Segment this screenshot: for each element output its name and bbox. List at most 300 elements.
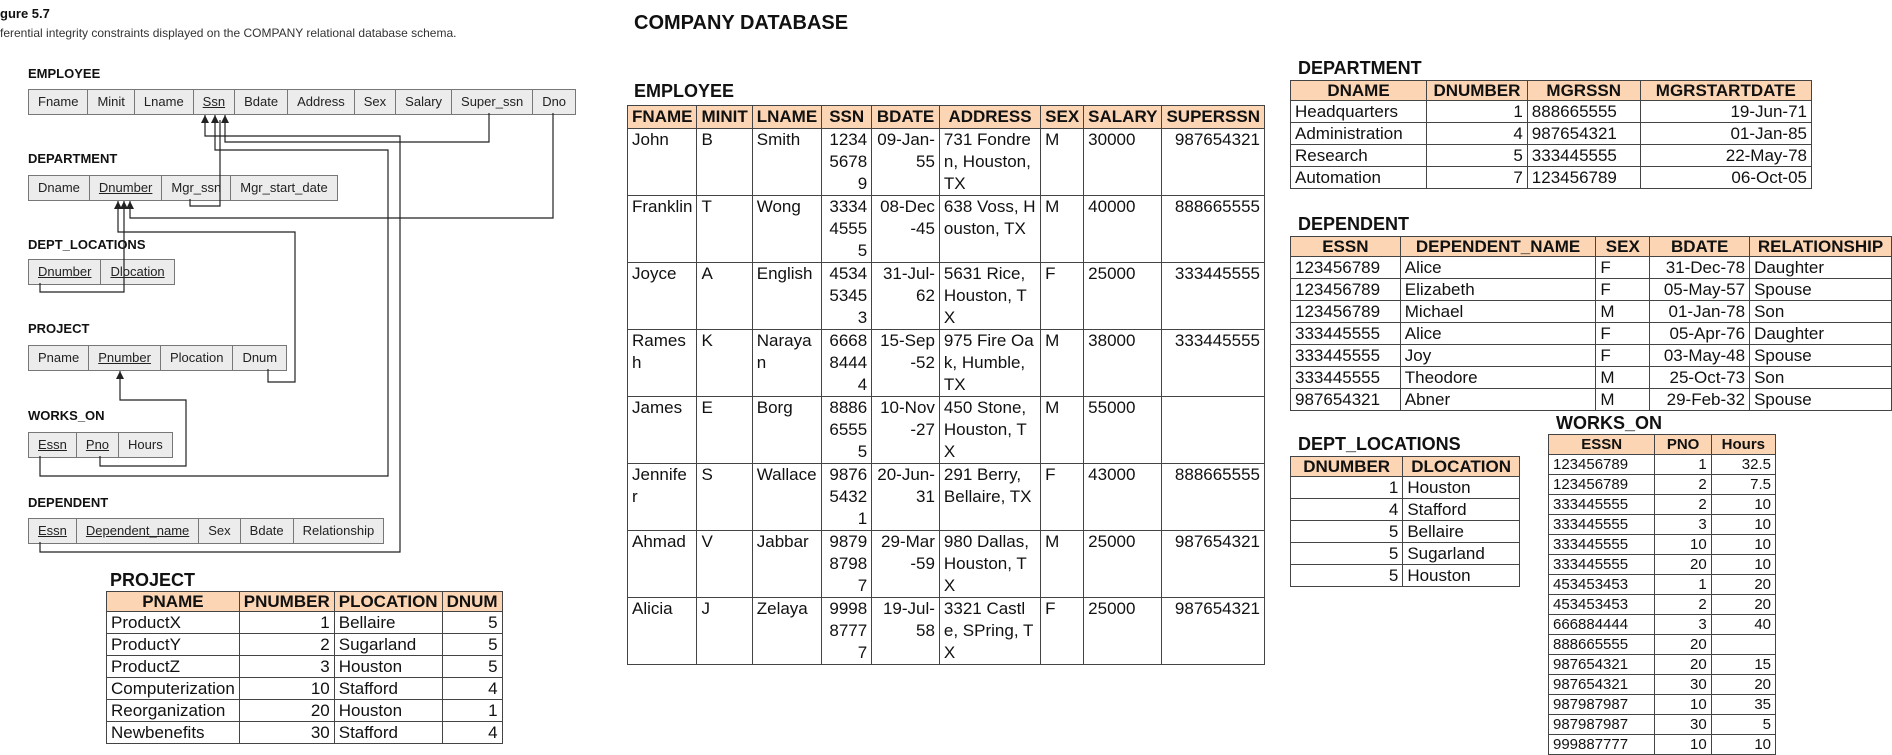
column-header: PLOCATION <box>334 592 442 612</box>
schema-project-attr: Plocation <box>161 346 233 370</box>
table-cell: 1 <box>1427 101 1528 123</box>
table-cell: 5 <box>442 612 502 634</box>
table-cell: 999887777 <box>1549 735 1655 755</box>
table-row <box>1291 167 1812 189</box>
table-cell: 10 <box>1655 735 1711 755</box>
schema-department-label: DEPARTMENT <box>28 151 118 166</box>
table-cell: Jabbar <box>752 531 821 598</box>
column-header: PNUMBER <box>239 592 334 612</box>
column-header: DLOCATION <box>1403 457 1520 477</box>
schema-department-attr: Dnumber <box>90 176 162 200</box>
table-cell: 666884444 <box>822 330 872 397</box>
column-header: DNUM <box>442 592 502 612</box>
column-header: PNAME <box>107 592 240 612</box>
table-cell: 5 <box>1291 565 1403 587</box>
table-cell: Automation <box>1291 167 1427 189</box>
table-cell: John <box>628 129 697 196</box>
column-header: FNAME <box>628 106 697 129</box>
table-cell: 5 <box>442 656 502 678</box>
table-cell: 3 <box>1655 515 1711 535</box>
table-cell: 25000 <box>1084 263 1162 330</box>
table-cell: Houston <box>1403 565 1520 587</box>
schema-project-label: PROJECT <box>28 321 90 336</box>
department-table-title: DEPARTMENT <box>1298 58 1422 78</box>
table-cell: M <box>1041 196 1084 263</box>
table-row <box>1291 323 1892 345</box>
table-cell: 7.5 <box>1711 475 1775 495</box>
table-cell: Son <box>1750 301 1892 323</box>
column-header: MGRSTARTDATE <box>1640 81 1811 101</box>
table-cell: Joy <box>1400 345 1596 367</box>
table-cell: 08-Dec-45 <box>872 196 940 263</box>
table-row <box>107 656 503 678</box>
table-cell: 20 <box>1711 675 1775 695</box>
table-row <box>1549 595 1776 615</box>
table-cell: M <box>1041 129 1084 196</box>
table-cell: F <box>1041 464 1084 531</box>
table-row <box>628 598 1265 665</box>
table-cell: 987654321 <box>1162 598 1265 665</box>
table-cell: T <box>697 196 752 263</box>
table-cell: F <box>1596 323 1650 345</box>
table-cell: 987987987 <box>822 531 872 598</box>
schema-dept-locations-label: DEPT_LOCATIONS <box>28 237 146 252</box>
table-row <box>1549 535 1776 555</box>
schema-employee-attr: Minit <box>88 90 134 114</box>
schema-dependent-label: DEPENDENT <box>28 495 109 510</box>
column-header: DNUMBER <box>1291 457 1403 477</box>
table-cell: Wong <box>752 196 821 263</box>
table-cell: F <box>1596 257 1650 279</box>
table-cell: 333445555 <box>1291 367 1401 389</box>
schema-employee-attr: Sex <box>355 90 396 114</box>
table-cell <box>1711 635 1775 655</box>
table-cell: 333445555 <box>1291 345 1401 367</box>
table-cell: 5 <box>1291 521 1403 543</box>
table-cell: 333445555 <box>1527 145 1640 167</box>
table-cell: Abner <box>1400 389 1596 411</box>
table-cell: 123456789 <box>1549 455 1655 475</box>
table-cell: Franklin <box>628 196 697 263</box>
table-cell: 30 <box>1655 715 1711 735</box>
table-cell: 01-Jan-85 <box>1640 123 1811 145</box>
table-cell: 22-May-78 <box>1640 145 1811 167</box>
table-cell: 35 <box>1711 695 1775 715</box>
table-cell: Stafford <box>334 678 442 700</box>
schema-employee-attr: Ssn <box>194 90 235 114</box>
table-cell: 980 Dallas, Houston, TX <box>939 531 1040 598</box>
table-cell: Alice <box>1400 257 1596 279</box>
table-cell: 10 <box>1711 495 1775 515</box>
table-cell: 10 <box>1711 535 1775 555</box>
table-cell: 453453453 <box>1549 575 1655 595</box>
table-cell: 999887777 <box>822 598 872 665</box>
table-row <box>1549 455 1776 475</box>
schema-employee-attr: Lname <box>135 90 194 114</box>
table-cell: Joyce <box>628 263 697 330</box>
table-cell: S <box>697 464 752 531</box>
table-cell: Daughter <box>1750 257 1892 279</box>
table-cell: Newbenefits <box>107 722 240 744</box>
table-cell: 731 Fondren, Houston, TX <box>939 129 1040 196</box>
table-cell: Daughter <box>1750 323 1892 345</box>
dept-locations-table-title: DEPT_LOCATIONS <box>1298 434 1461 454</box>
schema-works-on-relation <box>28 432 173 458</box>
table-cell: 123456789 <box>1291 279 1401 301</box>
column-header: DNUMBER <box>1427 81 1528 101</box>
table-cell: 4 <box>1427 123 1528 145</box>
table-cell: F <box>1596 279 1650 301</box>
table-cell: Ramesh <box>628 330 697 397</box>
table-cell: 09-Jan-55 <box>872 129 940 196</box>
table-cell: 123456789 <box>1549 475 1655 495</box>
table-cell: 333445555 <box>1162 330 1265 397</box>
column-header: MINIT <box>697 106 752 129</box>
dependent-table <box>1290 236 1892 411</box>
table-cell: 1 <box>1655 575 1711 595</box>
table-cell: K <box>697 330 752 397</box>
table-cell: 30000 <box>1084 129 1162 196</box>
table-cell: 01-Jan-78 <box>1650 301 1750 323</box>
table-cell: Theodore <box>1400 367 1596 389</box>
column-header: SEX <box>1041 106 1084 129</box>
table-row <box>1549 615 1776 635</box>
table-row <box>1291 145 1812 167</box>
table-cell: Bellaire <box>334 612 442 634</box>
employee-table <box>627 105 1265 665</box>
works-on-table <box>1548 434 1776 755</box>
table-row <box>1549 715 1776 735</box>
table-row <box>628 129 1265 196</box>
column-header: ADDRESS <box>939 106 1040 129</box>
table-cell: Smith <box>752 129 821 196</box>
table-cell: 10 <box>239 678 334 700</box>
table-cell: Borg <box>752 397 821 464</box>
schema-works-on-attr: Essn <box>29 433 77 457</box>
table-cell: 15-Sep-52 <box>872 330 940 397</box>
table-cell: 06-Oct-05 <box>1640 167 1811 189</box>
table-row <box>1549 575 1776 595</box>
table-cell: 7 <box>1427 167 1528 189</box>
table-cell: 123456789 <box>822 129 872 196</box>
table-row <box>1291 301 1892 323</box>
works-on-table-title: WORKS_ON <box>1556 413 1663 433</box>
table-cell: 333445555 <box>1549 515 1655 535</box>
table-cell: ProductZ <box>107 656 240 678</box>
table-cell: Narayan <box>752 330 821 397</box>
schema-dependent-relation <box>28 518 384 544</box>
table-cell: M <box>1596 301 1650 323</box>
schema-employee-attr: Bdate <box>235 90 288 114</box>
table-cell: Sugarland <box>1403 543 1520 565</box>
table-cell: ProductX <box>107 612 240 634</box>
table-cell: 43000 <box>1084 464 1162 531</box>
schema-dependent-attr: Relationship <box>302 523 375 538</box>
table-cell: 2 <box>239 634 334 656</box>
table-cell: 3321 Castle, SPring, TX <box>939 598 1040 665</box>
table-row <box>1291 123 1812 145</box>
table-cell: 3 <box>1655 615 1711 635</box>
table-cell: 20 <box>239 700 334 722</box>
schema-project-attr: Pname <box>29 346 89 370</box>
table-cell: 1 <box>239 612 334 634</box>
table-cell: 10 <box>1655 695 1711 715</box>
table-cell: M <box>1041 330 1084 397</box>
table-cell: 987654321 <box>1527 123 1640 145</box>
table-cell: M <box>1596 389 1650 411</box>
table-cell: 5631 Rice, Houston, TX <box>939 263 1040 330</box>
schema-dept-locations-attr: Dnumber <box>29 260 101 284</box>
table-cell: 638 Voss, Houston, TX <box>939 196 1040 263</box>
table-cell: Computerization <box>107 678 240 700</box>
table-row <box>1549 495 1776 515</box>
table-cell: 987654321 <box>1291 389 1401 411</box>
schema-department-attr: Mgr_ssn <box>162 176 231 200</box>
schema-project-attr: Dnum <box>242 350 278 365</box>
table-cell: 666884444 <box>1549 615 1655 635</box>
table-cell: 3 <box>239 656 334 678</box>
table-cell: 888665555 <box>822 397 872 464</box>
table-cell: ProductY <box>107 634 240 656</box>
table-row <box>628 196 1265 263</box>
table-cell: 30 <box>1655 675 1711 695</box>
table-row <box>107 612 503 634</box>
figure-subtitle: ferential integrity constraints displayed on the COMPANY relational database schema. <box>0 26 457 40</box>
table-row <box>1291 565 1520 587</box>
column-header: DNAME <box>1291 81 1427 101</box>
table-cell: 888665555 <box>1527 101 1640 123</box>
table-cell: 453453453 <box>1549 595 1655 615</box>
table-cell: Alice <box>1400 323 1596 345</box>
table-cell: Administration <box>1291 123 1427 145</box>
table-cell: 1 <box>1655 455 1711 475</box>
table-cell: Ahmad <box>628 531 697 598</box>
schema-employee-attr: Super_ssn <box>452 90 533 114</box>
table-cell: 987987987 <box>1549 715 1655 735</box>
table-cell: 888665555 <box>1162 196 1265 263</box>
table-cell: 5 <box>1711 715 1775 735</box>
table-row <box>107 722 503 744</box>
table-cell: 5 <box>1291 543 1403 565</box>
column-header: PNO <box>1655 435 1711 455</box>
table-cell: 987654321 <box>1549 655 1655 675</box>
table-cell: E <box>697 397 752 464</box>
schema-works-on-label: WORKS_ON <box>28 408 105 423</box>
table-cell: Research <box>1291 145 1427 167</box>
table-cell: 10 <box>1711 515 1775 535</box>
schema-employee-attr: Dno <box>542 94 567 109</box>
schema-employee-attr: Fname <box>29 90 88 114</box>
table-row <box>1291 345 1892 367</box>
table-cell: 5 <box>1427 145 1528 167</box>
table-cell: 05-May-57 <box>1650 279 1750 301</box>
table-cell: Jennifer <box>628 464 697 531</box>
table-cell: 03-May-48 <box>1650 345 1750 367</box>
table-cell: 333445555 <box>822 196 872 263</box>
table-cell: Spouse <box>1750 389 1892 411</box>
table-row <box>1549 475 1776 495</box>
table-row <box>1549 635 1776 655</box>
column-header: LNAME <box>752 106 821 129</box>
table-row <box>1549 555 1776 575</box>
schema-dependent-attr: Sex <box>199 519 240 543</box>
schema-department-attr: Mgr_start_date <box>240 180 328 195</box>
table-cell: 453453453 <box>822 263 872 330</box>
table-cell: 987654321 <box>1162 531 1265 598</box>
table-row <box>1291 257 1892 279</box>
table-cell: 29-Mar-59 <box>872 531 940 598</box>
table-cell: 987654321 <box>822 464 872 531</box>
table-cell: 20-Jun-31 <box>872 464 940 531</box>
table-cell: F <box>1041 598 1084 665</box>
schema-project-relation <box>28 345 287 371</box>
schema-dependent-attr: Bdate <box>241 519 294 543</box>
table-cell: 20 <box>1655 555 1711 575</box>
table-cell: 1 <box>1291 477 1403 499</box>
table-row <box>1549 655 1776 675</box>
table-row <box>1291 477 1520 499</box>
table-cell: V <box>697 531 752 598</box>
table-cell: M <box>1041 397 1084 464</box>
column-header: ESSN <box>1549 435 1655 455</box>
table-row <box>1291 499 1520 521</box>
table-row <box>1291 543 1520 565</box>
table-cell: 20 <box>1655 655 1711 675</box>
table-cell: Headquarters <box>1291 101 1427 123</box>
schema-dependent-attr: Essn <box>29 519 77 543</box>
column-header: SUPERSSN <box>1162 106 1265 129</box>
schema-department-attr: Dname <box>29 176 90 200</box>
table-row <box>1291 367 1892 389</box>
table-cell: 987987987 <box>1549 695 1655 715</box>
table-row <box>1549 515 1776 535</box>
schema-dept-locations-relation <box>28 259 175 285</box>
table-cell: 25000 <box>1084 531 1162 598</box>
column-header: SEX <box>1596 237 1650 257</box>
schema-project-attr: Pnumber <box>89 346 161 370</box>
table-cell: F <box>1596 345 1650 367</box>
table-cell: 333445555 <box>1549 495 1655 515</box>
schema-employee-relation <box>28 89 576 115</box>
table-cell: 333445555 <box>1162 263 1265 330</box>
table-row <box>628 263 1265 330</box>
table-row <box>628 531 1265 598</box>
table-cell: 10-Nov-27 <box>872 397 940 464</box>
table-cell: 123456789 <box>1291 301 1401 323</box>
column-header: ESSN <box>1291 237 1401 257</box>
table-cell: 30 <box>239 722 334 744</box>
table-row <box>1291 279 1892 301</box>
table-cell: Sugarland <box>334 634 442 656</box>
table-cell: 10 <box>1655 535 1711 555</box>
table-row <box>1291 101 1812 123</box>
table-cell: J <box>697 598 752 665</box>
employee-table-title: EMPLOYEE <box>634 81 735 101</box>
table-cell: 20 <box>1711 595 1775 615</box>
schema-dependent-attr: Dependent_name <box>77 519 199 543</box>
table-cell: 31-Jul-62 <box>872 263 940 330</box>
table-cell: 38000 <box>1084 330 1162 397</box>
table-row <box>628 397 1265 464</box>
table-cell: Zelaya <box>752 598 821 665</box>
table-row <box>1549 675 1776 695</box>
project-table-title: PROJECT <box>110 570 196 590</box>
table-cell: Stafford <box>334 722 442 744</box>
schema-employee-attr: Salary <box>396 90 452 114</box>
table-cell: B <box>697 129 752 196</box>
table-cell: M <box>1041 531 1084 598</box>
table-cell: 31-Dec-78 <box>1650 257 1750 279</box>
table-cell <box>1162 397 1265 464</box>
table-row <box>1549 695 1776 715</box>
table-cell: 333445555 <box>1549 535 1655 555</box>
table-cell: 975 Fire Oak, Humble, TX <box>939 330 1040 397</box>
table-row <box>1549 735 1776 755</box>
table-row <box>1291 521 1520 543</box>
table-cell: 25-Oct-73 <box>1650 367 1750 389</box>
table-cell: English <box>752 263 821 330</box>
table-cell: Houston <box>1403 477 1520 499</box>
table-cell: 2 <box>1655 475 1711 495</box>
table-cell: 19-Jun-71 <box>1640 101 1811 123</box>
table-cell: A <box>697 263 752 330</box>
table-cell: Bellaire <box>1403 521 1520 543</box>
table-cell: 888665555 <box>1162 464 1265 531</box>
table-cell: M <box>1596 367 1650 389</box>
table-cell: 2 <box>1655 595 1711 615</box>
column-header: SALARY <box>1084 106 1162 129</box>
company-database-title: COMPANY DATABASE <box>634 12 849 34</box>
table-cell: 19-Jul-58 <box>872 598 940 665</box>
table-cell: James <box>628 397 697 464</box>
table-cell: Wallace <box>752 464 821 531</box>
table-cell: 15 <box>1711 655 1775 675</box>
table-cell: 333445555 <box>1549 555 1655 575</box>
table-cell: Son <box>1750 367 1892 389</box>
table-cell: 10 <box>1711 555 1775 575</box>
column-header: DEPENDENT_NAME <box>1400 237 1596 257</box>
table-cell: 987654321 <box>1162 129 1265 196</box>
table-cell: 333445555 <box>1291 323 1401 345</box>
table-cell: Elizabeth <box>1400 279 1596 301</box>
table-cell: 291 Berry, Bellaire, TX <box>939 464 1040 531</box>
table-cell: Houston <box>334 700 442 722</box>
table-cell: Michael <box>1400 301 1596 323</box>
table-cell: 450 Stone, Houston, TX <box>939 397 1040 464</box>
column-header: RELATIONSHIP <box>1750 237 1892 257</box>
table-cell: 5 <box>442 634 502 656</box>
table-cell: 05-Apr-76 <box>1650 323 1750 345</box>
column-header: SSN <box>822 106 872 129</box>
table-cell: 888665555 <box>1549 635 1655 655</box>
table-cell: Spouse <box>1750 279 1892 301</box>
table-cell: 29-Feb-32 <box>1650 389 1750 411</box>
table-cell: 10 <box>1711 735 1775 755</box>
schema-dept-locations-attr: Dlocation <box>110 264 165 279</box>
table-cell: 55000 <box>1084 397 1162 464</box>
table-cell: 2 <box>1655 495 1711 515</box>
table-cell: 4 <box>442 678 502 700</box>
dependent-table-title: DEPENDENT <box>1298 214 1410 234</box>
table-cell: Reorganization <box>107 700 240 722</box>
table-cell: 123456789 <box>1291 257 1401 279</box>
table-cell: 4 <box>442 722 502 744</box>
table-cell: F <box>1041 263 1084 330</box>
table-cell: 20 <box>1655 635 1711 655</box>
table-row <box>628 464 1265 531</box>
table-row <box>1291 389 1892 411</box>
schema-works-on-attr: Hours <box>128 437 163 452</box>
